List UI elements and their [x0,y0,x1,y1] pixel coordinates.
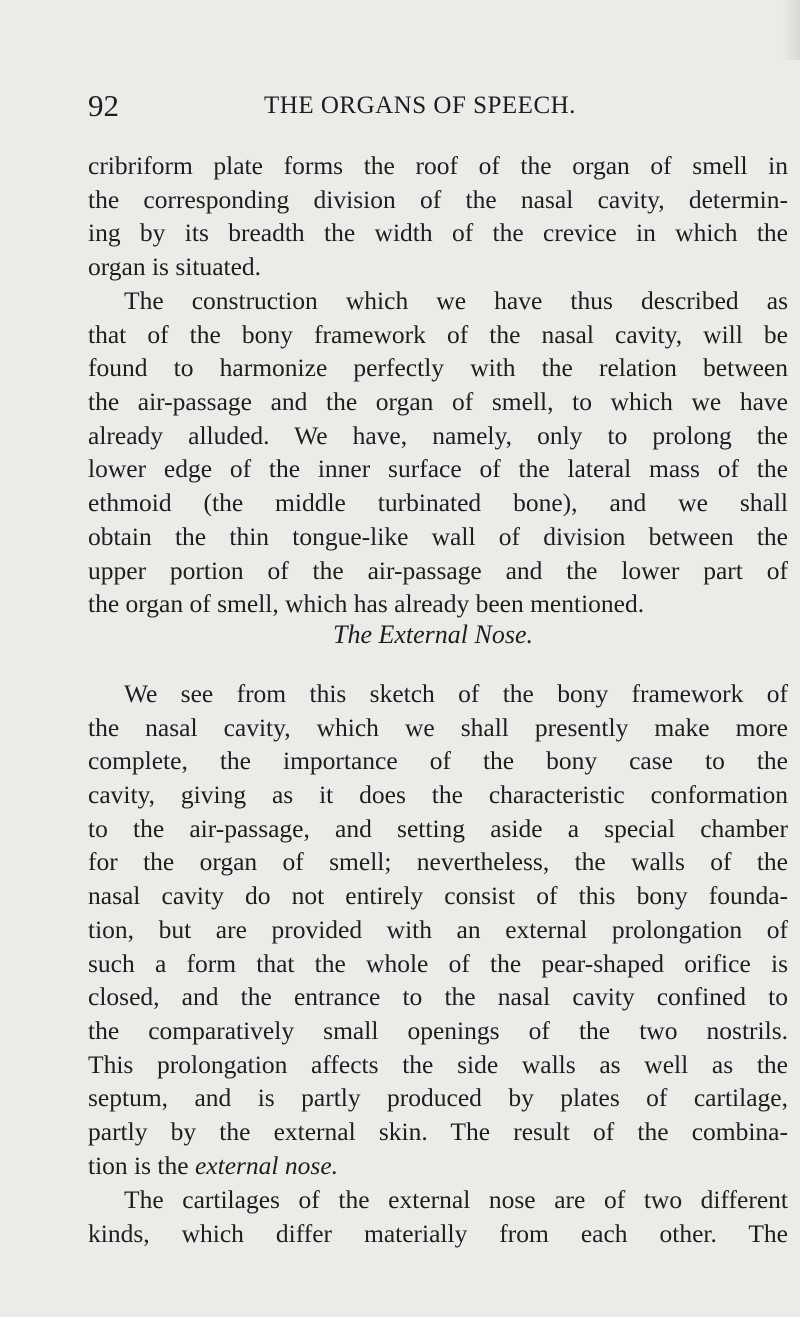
text-line: for the organ of smell; nevertheless, the walls of the [88,847,788,877]
text-line: organ is situated. [88,252,262,282]
text-line: closed, and the entrance to the nasal cavity confined to [88,982,788,1012]
text-line: ing by its breadth the width of the crevice in which the [88,218,788,248]
text-line: lower edge of the inner surface of the lateral mass of the [88,454,788,484]
text-line: the organ of smell, which has already been mentioned. [88,589,645,619]
text-line: tion, but are provided with an external prolongation of [88,914,788,944]
text-line: upper portion of the air-passage and the lower part of [88,555,788,585]
text-line: to the air-passage, and setting aside a special chamber [88,813,788,843]
paragraph-external-nose [88,677,788,1182]
text-line: found to harmonize perfectly with the relation between [88,353,788,383]
text-line: complete, the importance of the bony case to the [88,746,788,776]
text-line: partly by the external skin. The result of the combina- [88,1116,788,1146]
text-line-with-emphasis [88,1149,788,1183]
text-line: This prolongation affects the side walls as well as the [88,1049,788,1079]
page-edge-shadow [782,0,800,60]
text-line: ethmoid (the middle turbinated bone), and we shall [88,488,788,518]
text-line: the air-passage and the organ of smell, to which we have [88,387,788,417]
text-line: the comparatively small openings of the two nostrils. [88,1015,788,1045]
emphasis-term: external nose. [194,1150,339,1180]
text-prefix: tion is the [88,1150,195,1180]
paragraph-continuation [88,149,788,284]
text-line: cavity, giving as it does the characteristic conformation [88,780,788,810]
text-line: the nasal cavity, which we shall presently make more [88,712,788,742]
section-title [88,617,788,653]
paragraph-cartilages [88,1183,788,1250]
text-line: nasal cavity do not entirely consist of this bony founda- [88,881,788,911]
page-header [88,86,788,126]
text-line: obtain the thin tongue-like wall of division between the [88,521,788,551]
text-line: septum, and is partly produced by plates of cartilage, [88,1083,788,1113]
text-line: the corresponding division of the nasal cavity, determin- [88,184,788,214]
section-title-text: The External Nose. [332,620,534,649]
text-line: already alluded. We have, namely, only to prolong the [88,420,788,450]
page-number: 92 [88,88,119,123]
text-line: We see from this sketch of the bony framework of [124,679,788,708]
text-line: such a form that the whole of the pear-shaped orifice is [88,948,788,978]
paragraph-construction [88,284,788,621]
text-line: cribriform plate forms the roof of the organ of smell in [88,151,788,180]
text-line: kinds, which differ materially from each other. The [88,1218,788,1248]
text-line: The construction which we have thus described as [124,286,788,315]
running-head: THE ORGANS OF SPEECH. [264,92,576,119]
text-line: The cartilages of the external nose are of two different [124,1185,788,1214]
text-line: that of the bony framework of the nasal cavity, will be [88,319,788,349]
